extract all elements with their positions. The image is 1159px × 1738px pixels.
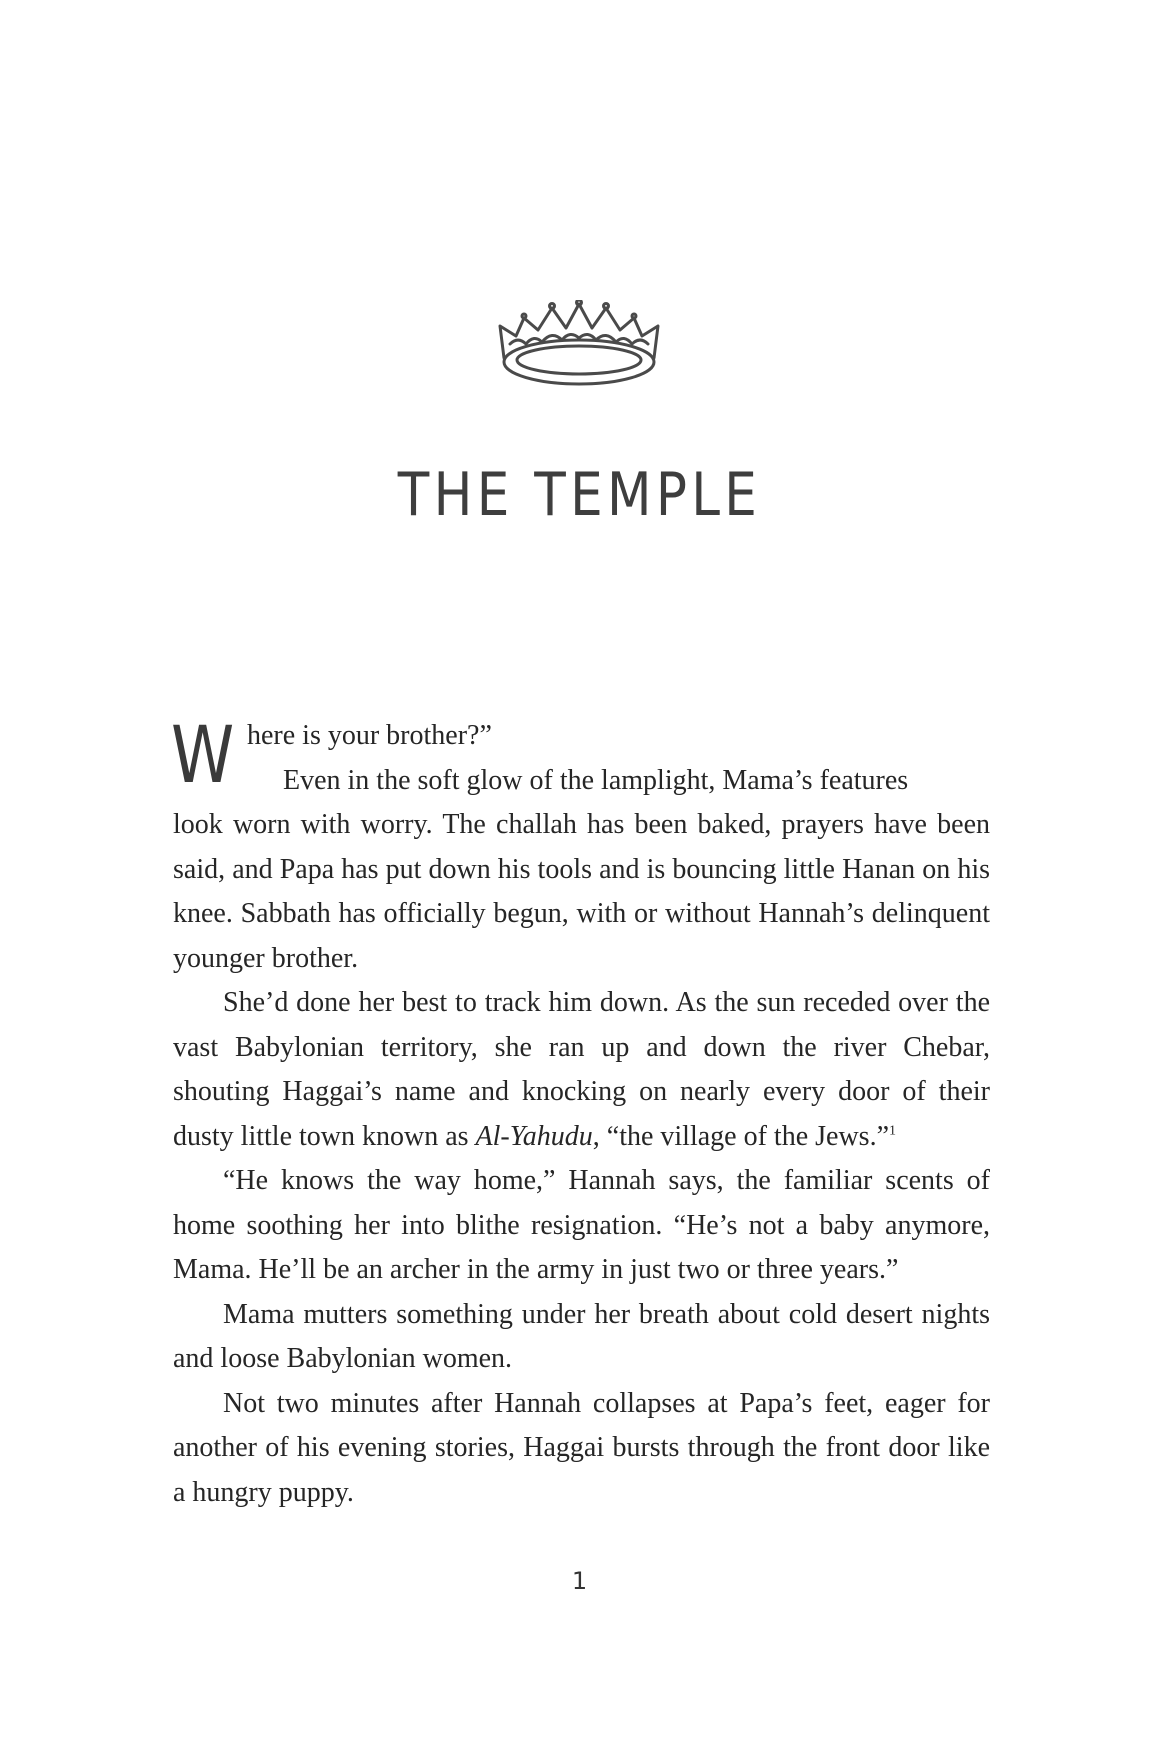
chapter-title: THE TEMPLE [397,460,762,530]
paragraph-2-text-b: , “the village of the Jews.” [592,1120,889,1152]
second-line: Even in the soft glow of the lamplight, Mama’s features [283,764,909,796]
paragraph-1 [171,711,990,981]
paragraph-2 [173,981,990,1159]
paragraph-2-text-a: She’d done her best to track him down. As the sun receded over the vast Babylonian territory, she ran up and down the river Chebar, shouting Haggai’s name and knocking on nearly every door of their dusty little town known as [173,987,990,1152]
opening-line: here is your brother?” [247,720,492,751]
page-number: 1 [571,1567,588,1595]
crown-icon [496,300,662,392]
footnote-marker: 1 [889,1123,896,1139]
paragraph-4: Mama mutters something under her breath about cold desert nights and loose Babylonian women. [173,1298,990,1374]
drop-cap: W [171,711,235,801]
paragraph-3: “He knows the way home,” Hannah says, the familiar scents of home soothing her into blithe resignation. “He’s not a baby anymore, Mama. He’ll be an archer in the army in just two or three years.” [173,1165,990,1285]
paragraph-1-rest: look worn with worry. The challah has been baked, prayers have been said, and Papa has put down his tools and is bouncing little Hanan on his knee. Sabbath has officially begun, with or without Hannah’s delinquent younger brother. [173,809,990,974]
village-name: Al-Yahudu [475,1120,593,1152]
chapter-body [171,711,990,1515]
paragraph-5: Not two minutes after Hannah collapses at Papa’s feet, eager for another of his evening stories, Haggai bursts through the front door like a hungry puppy. [173,1387,990,1508]
